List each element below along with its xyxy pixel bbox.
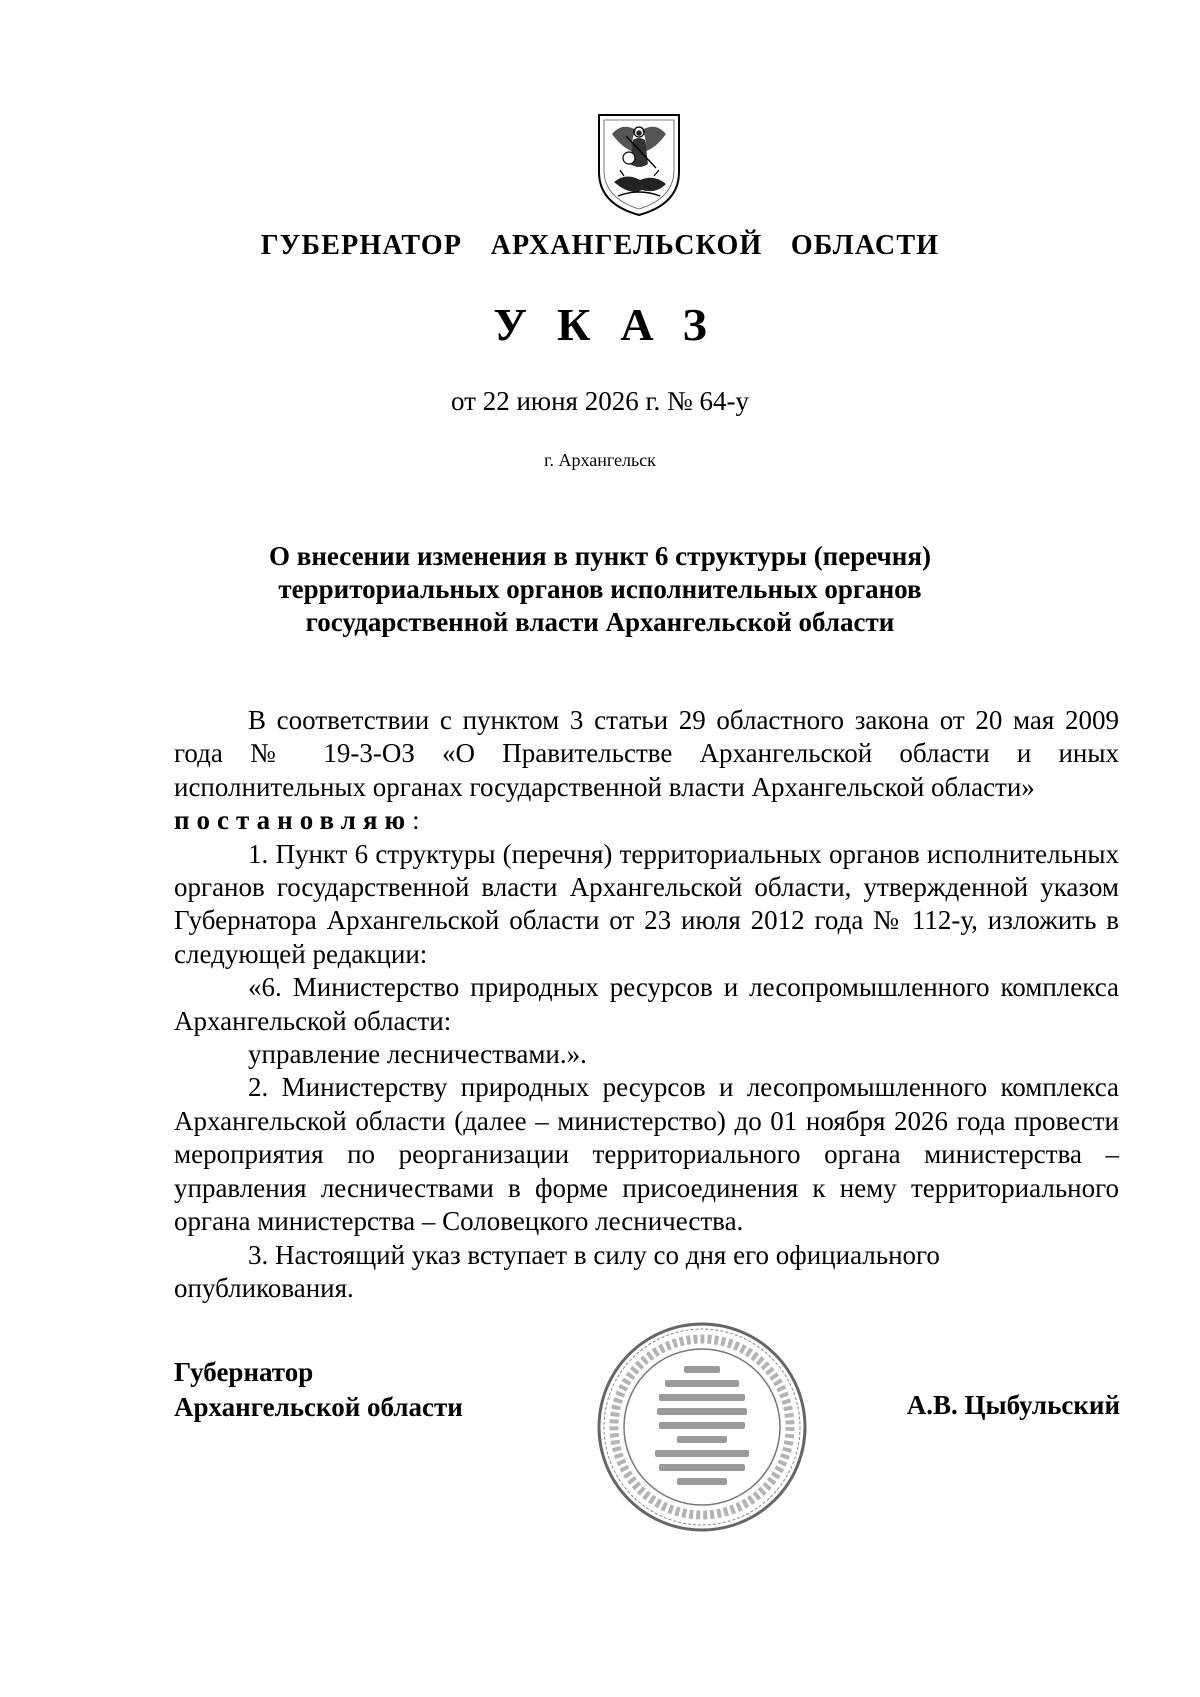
title-line: территориальных органов исполнительных органов [278, 574, 922, 604]
coat-of-arms-icon [596, 112, 682, 218]
issuing-authority: ГУБЕРНАТОР АРХАНГЕЛЬСКОЙ ОБЛАСТИ [260, 230, 940, 261]
item-1-quote-end-paragraph: управление лесничествами.». [248, 1039, 587, 1070]
item-1-paragraph: 1. Пункт 6 структуры (перечня) территориальных органов исполнительных органов государственной власти Архангельской области, утвержденной указом Губернатора Архангельской области от 23 июля 2012 года № 112-у, изложить в следующей редакции: [174, 838, 1119, 969]
item-2-paragraph: 2. Министерству природных ресурсов и лесопромышленного комплекса Архангельской области (далее – министерство) до 01 ноября 2026 года провести мероприятия по реорганизации территориального органа министерства – управления лесничествами в форме присоединения к нему территориального органа министерства – Соловецкого лесничества. [174, 1072, 1119, 1237]
signatory-position [174, 1355, 463, 1425]
position-line: Архангельской области [174, 1392, 463, 1422]
item-3-paragraph: 3. Настоящий указ вступает в силу со дня его официального опубликования. [174, 1239, 940, 1303]
decree-paragraph [174, 804, 1119, 837]
preamble-paragraph [174, 704, 1119, 804]
position-line: Губернатор [174, 1357, 314, 1387]
document-city: г. Архангельск [544, 450, 656, 470]
signatory-name: А.В. Цыбульский [906, 1390, 1120, 1420]
document-type: УКАЗ [493, 299, 737, 350]
decree-word: постановляю [174, 805, 413, 836]
item-1-quote-paragraph: «6. Министерство природных ресурсов и лесопромышленного комплекса Архангельской области: [174, 972, 1119, 1036]
preamble-text: В соответствии с пунктом 3 статьи 29 областного закона от 20 мая 2009 года № 19-3-ОЗ «О Правительстве Архангельской области и иных исполнительных органах государственной власти Архангельской области» [174, 705, 1119, 802]
document-body [174, 704, 1119, 1305]
decree-colon: : [412, 805, 420, 836]
official-seal-icon [593, 1318, 811, 1536]
document-date-number: от 22 июня 2026 г. № 64-у [451, 386, 749, 416]
title-line: государственной власти Архангельской области [305, 607, 895, 637]
document-title [0, 540, 1200, 639]
title-line: О внесении изменения в пункт 6 структуры (перечня) [269, 541, 931, 571]
